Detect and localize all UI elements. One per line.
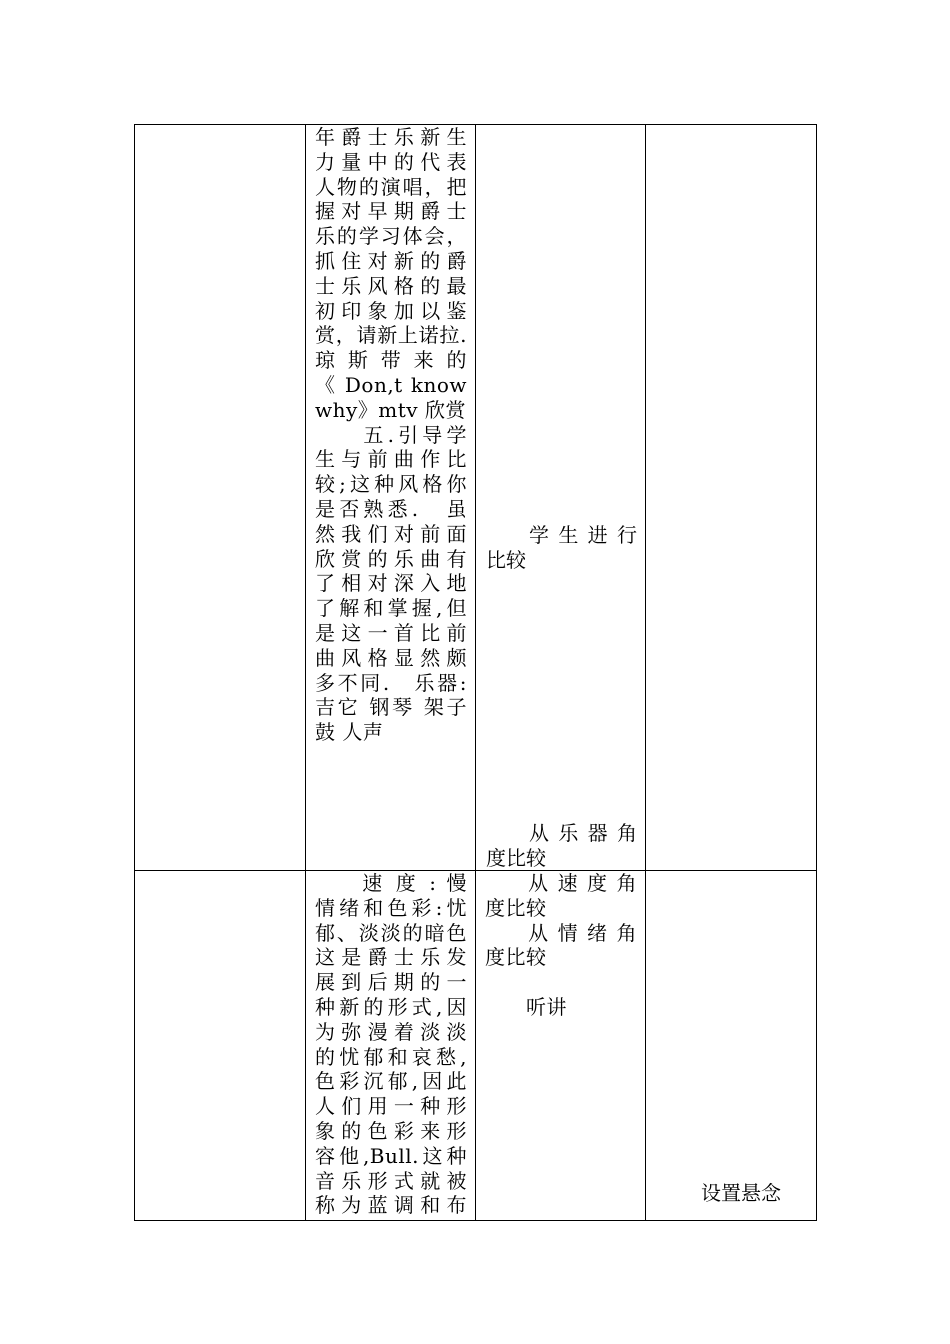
text-line: 吉它 钢琴 架子 xyxy=(315,695,467,720)
text-line: 种新的形式,因 xyxy=(315,994,467,1019)
text-line: 较;这种风格你 xyxy=(315,472,467,497)
text-line: 力量中的代表 xyxy=(315,149,467,174)
row1-col3-cell xyxy=(476,125,646,871)
text-line: 展到后期的一 xyxy=(315,970,467,995)
text-line: 色彩沉郁,因此 xyxy=(315,1069,467,1094)
text-line: 人物的演唱，把 xyxy=(315,174,467,199)
text-line: 速 度 : 慢 xyxy=(315,871,467,895)
text-line: 欣赏的乐曲有 xyxy=(315,546,467,571)
text-line xyxy=(485,970,637,995)
text-line: 年爵士乐新生 xyxy=(315,125,467,149)
text-line: 从 速 度 角 xyxy=(485,871,637,895)
text-line: 乐的学习体会， xyxy=(315,224,467,249)
text-line: 度比较 xyxy=(485,945,547,970)
text-line: 初印象加以鉴 xyxy=(315,298,467,323)
text-line: 称为蓝调和布 xyxy=(315,1193,467,1218)
row2-content-text xyxy=(306,871,475,1218)
text-line: 士乐风格的最 xyxy=(315,273,467,298)
table-row xyxy=(135,871,817,1221)
row2-col1-cell xyxy=(135,871,306,1221)
text-line: 象的色彩来形 xyxy=(315,1118,467,1143)
text-line: 情绪和色彩:忧 xyxy=(315,895,467,920)
text-line: 是这一首比前 xyxy=(315,620,467,645)
text-line: 了相对深入地 xyxy=(315,571,467,596)
text-line: 琼 斯 带 来 的 xyxy=(315,348,467,373)
text-line: 从 乐 器 角 xyxy=(486,821,637,845)
text-line: 的忧郁和哀愁, xyxy=(315,1044,467,1069)
row1-student-activity-a xyxy=(486,523,637,573)
text-line: 容他,Bull.这种 xyxy=(315,1143,467,1168)
text-line: 鼓 人声 xyxy=(315,720,384,745)
text-line: 学 生 进 行 xyxy=(486,523,637,547)
text-line: 音乐形式就被 xyxy=(315,1168,467,1193)
text-line: 听讲 xyxy=(485,994,567,1019)
row1-content-text xyxy=(306,125,475,745)
text-line: 多不同. 乐器: xyxy=(315,670,467,695)
row2-col3-cell xyxy=(476,871,646,1221)
row2-design-intent: 设置悬念 xyxy=(701,1181,781,1205)
row1-student-activity-b xyxy=(486,821,637,871)
text-line: 这是爵士乐发 xyxy=(315,945,467,970)
table-row xyxy=(135,125,817,871)
text-line: 握对早期爵士 xyxy=(315,199,467,224)
text-line: 抓住对新的爵 xyxy=(315,248,467,273)
text-line: 比较 xyxy=(486,547,526,572)
text-line: 赏，请新上诺拉. xyxy=(315,323,467,348)
text-line: 了解和掌握,但 xyxy=(315,596,467,621)
text-line: 从 情 绪 角 xyxy=(485,920,637,945)
row1-col1-cell xyxy=(135,125,306,871)
text-line: 然我们对前面 xyxy=(315,521,467,546)
text-line: 度比较 xyxy=(485,895,547,920)
text-line: 人们用一种形 xyxy=(315,1094,467,1119)
row1-col4-cell xyxy=(646,125,817,871)
row2-student-activity xyxy=(476,871,645,1020)
text-line: 曲风格显然颇 xyxy=(315,645,467,670)
text-line: 《 Don,t know xyxy=(315,372,467,397)
row1-col2-cell xyxy=(306,125,476,871)
text-line: 郁、淡淡的暗色 xyxy=(315,920,467,945)
text-line: why》mtv 欣赏 xyxy=(315,397,466,422)
text-line: 度比较 xyxy=(486,845,546,870)
text-line: 五.引导学 xyxy=(315,422,467,447)
text-line: 是否熟悉. 虽 xyxy=(315,496,467,521)
text-line: 生与前曲作比 xyxy=(315,447,467,472)
row2-col4-cell xyxy=(646,871,817,1221)
text-line: 为弥漫着淡淡 xyxy=(315,1019,467,1044)
lesson-plan-table xyxy=(134,124,817,1221)
row2-col2-cell xyxy=(306,871,476,1221)
